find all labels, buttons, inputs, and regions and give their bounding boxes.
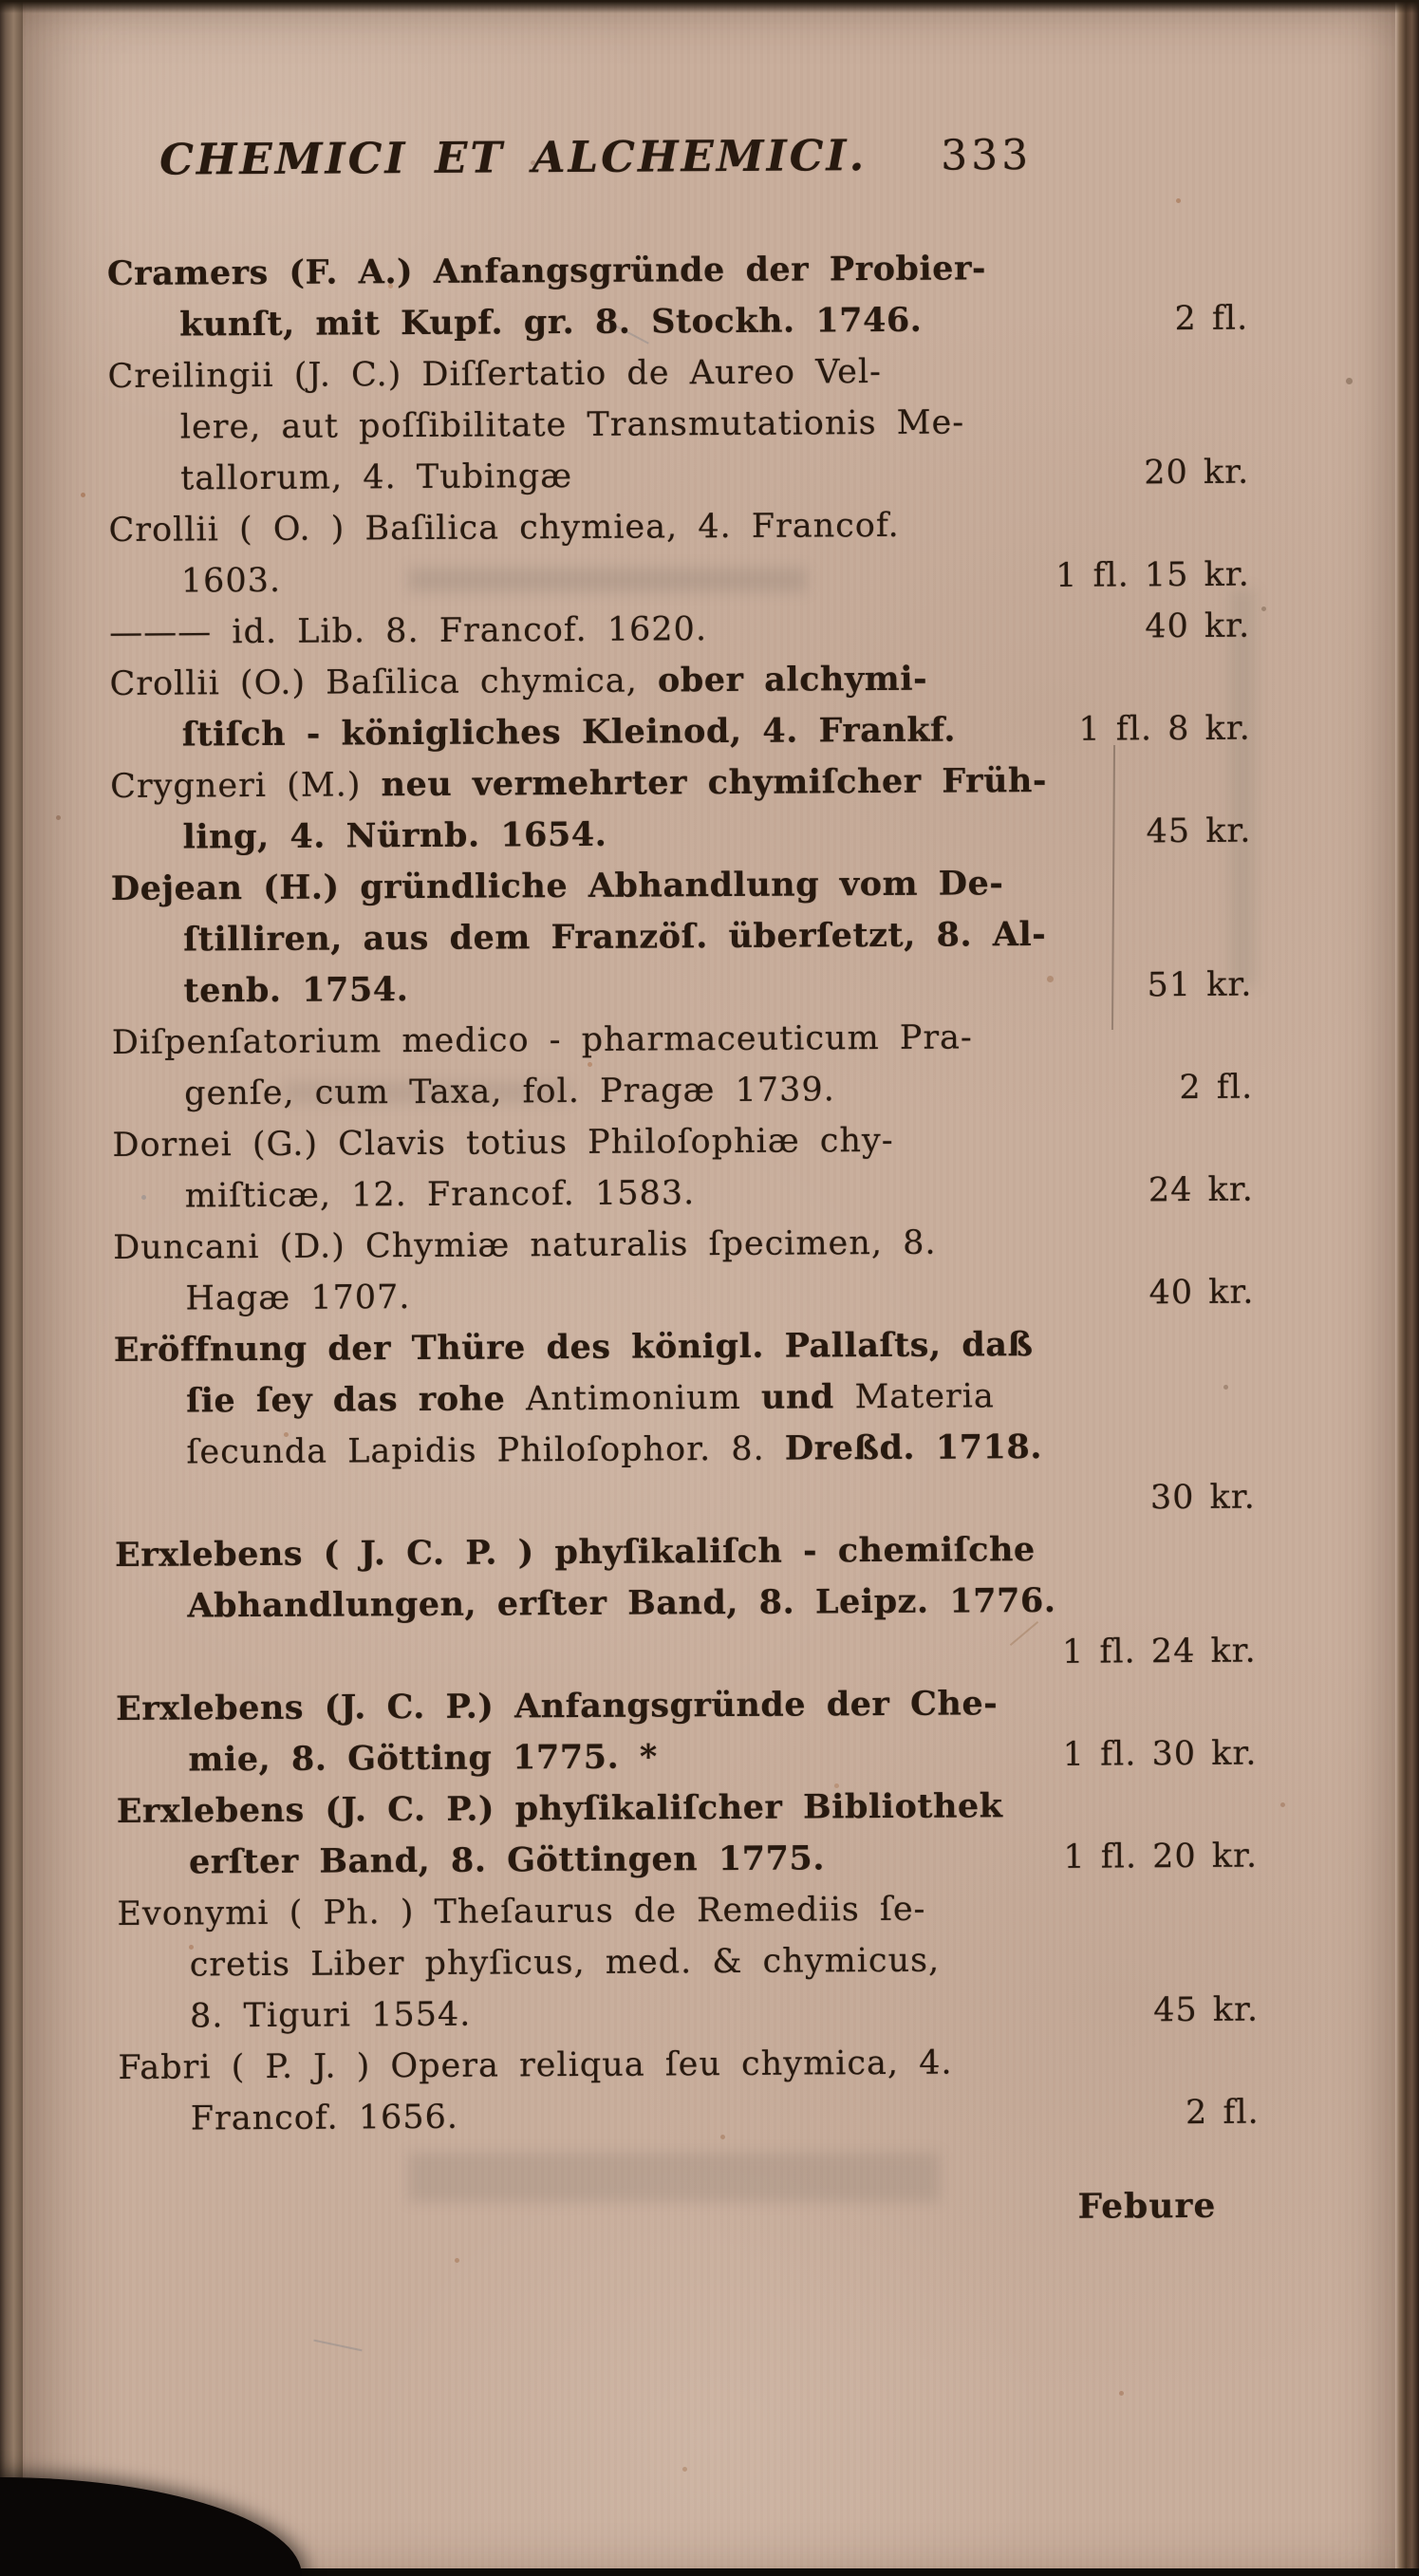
- entry-line: [110, 755, 1253, 812]
- entry-line: [108, 498, 1251, 556]
- entry-line: [107, 345, 1250, 402]
- entry-line-text: [190, 1935, 941, 1991]
- entry-line: [110, 806, 1253, 864]
- entry-line-text: [109, 654, 927, 710]
- entry-line-text: [180, 397, 965, 453]
- antiqua-text: Hagæ 1707.: [185, 1279, 411, 1318]
- entry-line: [113, 1267, 1256, 1325]
- entry-line-text: [112, 1115, 893, 1171]
- entry-line-text: [107, 346, 882, 402]
- antiqua-text: Crollii (O.) Baſilica chymica,: [109, 662, 659, 703]
- entry-line: [113, 1165, 1256, 1223]
- fraktur-text: mie, 8. Götting 1775. *: [188, 1737, 658, 1780]
- entry-line-text: [181, 555, 282, 607]
- fraktur-text: Erxlebens (J. C. P.) Anfangsgründe der Che-: [115, 1684, 999, 1728]
- antiqua-text: Francof. 1656.: [190, 2098, 459, 2138]
- entry-line-text: [182, 705, 957, 761]
- entry-line: [116, 1677, 1259, 1735]
- entry-line: [108, 447, 1251, 505]
- entry-line-text: [113, 1218, 937, 1274]
- entry-line: [117, 1780, 1260, 1838]
- antiqua-text: Crollii ( O. ) Baſilica chymiea, 4. Francof.: [108, 506, 900, 550]
- entry-line-text: [189, 1833, 825, 1888]
- entry-line: [112, 1113, 1255, 1171]
- entry-line: [116, 1728, 1259, 1786]
- fraktur-text: Cramers (F. A.) Anfangsgründe der Probier-: [106, 249, 987, 293]
- fraktur-text: ſtiſch - königliches Kleinod, 4. Frankf.: [181, 710, 957, 755]
- entry-line-text: [117, 1781, 1003, 1838]
- entry-line: [115, 1472, 1258, 1530]
- entry-line: [110, 703, 1253, 761]
- fraktur-text: Abhandlungen, erſter Band, 8. Leipz. 1776.: [187, 1580, 1056, 1626]
- entry-line-text: [108, 500, 900, 556]
- catchword: Febure: [1077, 2185, 1217, 2227]
- antiqua-text: Antimonium: [525, 1378, 762, 1419]
- entry-line-text: [116, 1678, 998, 1735]
- catchword-row: [119, 2186, 1261, 2249]
- entry-line-text: [186, 1422, 1042, 1479]
- fraktur-text: kunſt, mit Kupf. gr. 8. Stockh. 1746.: [179, 300, 923, 345]
- antiqua-text: Diſpenſatorium medico - pharmaceuticum Pra-: [111, 1018, 973, 1062]
- antiqua-text: Duncani (D.) Chymiæ naturalis ſpecimen, 8.: [113, 1223, 937, 1267]
- antiqua-text: Crygneri (M.): [110, 766, 382, 806]
- entry-line-text: [112, 1012, 973, 1069]
- fraktur-text: neu vermehrter chymiſcher Früh-: [381, 760, 1048, 805]
- entry-line: [117, 1882, 1260, 1940]
- page-title: CHEMICI ET ALCHEMICI.: [159, 130, 868, 185]
- page-edge-left: [0, 0, 23, 2568]
- fraktur-text: ober alchymi-: [657, 659, 928, 700]
- price-label: 1 fl. 30 kr.: [1062, 1734, 1258, 1774]
- entry-line: [111, 960, 1254, 1017]
- fraktur-text: ſie ſey das rohe: [186, 1379, 527, 1421]
- entry-line: [109, 652, 1252, 710]
- entry-line-text: [179, 295, 923, 351]
- entry-line: [118, 1985, 1260, 2043]
- fraktur-text: Eröffnung der Thüre des königl. Pallaſts, daß: [113, 1325, 1034, 1370]
- entry-line-text: [115, 1524, 1036, 1581]
- entry-line: [112, 1011, 1255, 1069]
- entry-line: [114, 1318, 1257, 1376]
- entry-line-text: [186, 1371, 995, 1427]
- fraktur-text: Erxlebens (J. C. P.) phyſikaliſcher Bibliothek: [116, 1786, 1003, 1831]
- entry-line-text: [107, 243, 986, 300]
- antiqua-text: Dornei (G.) Clavis totius Philoſophiæ chy-: [112, 1121, 894, 1165]
- entry-line: [114, 1421, 1257, 1479]
- entry-lines: [107, 242, 1261, 2145]
- entry-line: [114, 1370, 1257, 1428]
- fraktur-text: ling, 4. Nürnb. 1654.: [182, 814, 607, 857]
- page-number: 333: [941, 131, 1033, 180]
- price-label: 1 fl. 24 kr.: [1061, 1632, 1257, 1671]
- antiqua-text: tallorum, 4. Tubingæ: [180, 457, 573, 498]
- entry-line: [113, 1216, 1256, 1274]
- fraktur-text: Dreßd. 1718.: [784, 1428, 1043, 1468]
- entry-line-text: [188, 1731, 658, 1785]
- entry-line-text: [180, 451, 572, 505]
- running-header: [106, 132, 1249, 205]
- entry-line: [111, 908, 1254, 966]
- price-label: 40 kr.: [1145, 607, 1251, 646]
- fraktur-text: erſter Band, 8. Göttingen 1775.: [188, 1839, 826, 1882]
- price-label: 24 kr.: [1148, 1170, 1254, 1210]
- fraktur-text: Erxlebens ( J. C. P. ) phyſikaliſch - chemiſche: [114, 1530, 1036, 1575]
- antiqua-text: Materia: [854, 1377, 995, 1417]
- entry-line: [117, 1831, 1260, 1889]
- antiqua-text: ſecunda Lapidis Philoſophor. 8.: [186, 1429, 785, 1472]
- entry-line: [116, 1626, 1259, 1684]
- entry-line: [109, 550, 1252, 607]
- entry-line: [112, 1062, 1255, 1120]
- antiqua-text: Evonymi ( Ph. ) Theſaurus de Remediis ſe-: [117, 1890, 926, 1933]
- price-label: 1 fl. 8 kr.: [1078, 709, 1251, 749]
- entry-line-text: [114, 1319, 1034, 1376]
- price-label: 45 kr.: [1146, 812, 1252, 851]
- entry-line: [108, 396, 1251, 454]
- antiqua-text: Creilingii (J. C.) Diſſertatio de Aureo Vel-: [107, 353, 883, 396]
- entry-line-text: [187, 1576, 1055, 1633]
- entry-line: [107, 293, 1250, 351]
- entry-line-text: [183, 909, 1046, 966]
- antiqua-text: ——— id. Lib. 8. Francof. 1620.: [109, 610, 708, 652]
- fraktur-text: Dejean (H.) gründliche Abhandlung vom De-: [110, 864, 1004, 908]
- entry-line-text: [191, 2092, 459, 2145]
- entry-line-text: [109, 604, 707, 659]
- antiqua-text: Fabri ( P. J. ) Opera reliqua ſeu chymica, 4.: [118, 2044, 953, 2087]
- entry-line-text: [117, 1884, 925, 1940]
- fraktur-text: ſtilliren, aus dem Franzöſ. überſetzt, 8. Al-: [183, 914, 1047, 960]
- entry-line-text: [182, 810, 607, 864]
- entry-line-text: [118, 2038, 952, 2094]
- price-label: 2 fl.: [1185, 2093, 1260, 2133]
- antiqua-text: cretis Liber phyſicus, med. & chymicus,: [189, 1941, 941, 1985]
- entry-line: [119, 2087, 1261, 2145]
- page-edge-right: [1395, 0, 1419, 2568]
- entry-line: [118, 1933, 1260, 1991]
- price-label: 2 fl.: [1174, 299, 1249, 339]
- antiqua-text: genſe, cum Taxa, fol. Pragæ 1739.: [184, 1071, 835, 1113]
- entry-line: [107, 242, 1250, 300]
- entry-line: [118, 2036, 1260, 2094]
- price-label: 1 fl. 20 kr.: [1063, 1837, 1259, 1876]
- entry-line: [109, 601, 1252, 659]
- scan-edge-top: [0, 0, 1419, 13]
- price-label: 40 kr.: [1148, 1273, 1255, 1313]
- entry-line-text: [183, 964, 408, 1017]
- paper-specks: [0, 0, 3, 3]
- entry-line-text: [184, 1064, 835, 1119]
- price-label: 1 fl. 15 kr.: [1055, 555, 1250, 595]
- price-label: 30 kr.: [1149, 1478, 1256, 1518]
- page-text: [106, 132, 1262, 2249]
- antiqua-text: miſticæ, 12. Francof. 1583.: [184, 1174, 696, 1216]
- price-label: 20 kr.: [1144, 453, 1250, 493]
- entry-line: [111, 857, 1254, 915]
- price-label: 51 kr.: [1147, 965, 1253, 1005]
- entry-line-text: [185, 1167, 696, 1222]
- fraktur-text: und: [760, 1377, 855, 1417]
- entry-line-text: [110, 756, 1047, 812]
- price-label: 2 fl.: [1179, 1068, 1254, 1108]
- fraktur-text: tenb. 1754.: [183, 970, 409, 1011]
- antiqua-text: 1603.: [180, 561, 282, 601]
- entry-line: [115, 1575, 1258, 1633]
- entry-line: [115, 1523, 1258, 1581]
- antiqua-text: lere, aut poſſibilitate Transmutationis Me-: [179, 403, 965, 447]
- price-label: 45 kr.: [1153, 1990, 1260, 2030]
- entry-line-text: [111, 858, 1004, 915]
- entry-line-text: [185, 1272, 410, 1324]
- entry-line-text: [190, 1989, 472, 2043]
- antiqua-text: 8. Tiguri 1554.: [189, 1995, 472, 2036]
